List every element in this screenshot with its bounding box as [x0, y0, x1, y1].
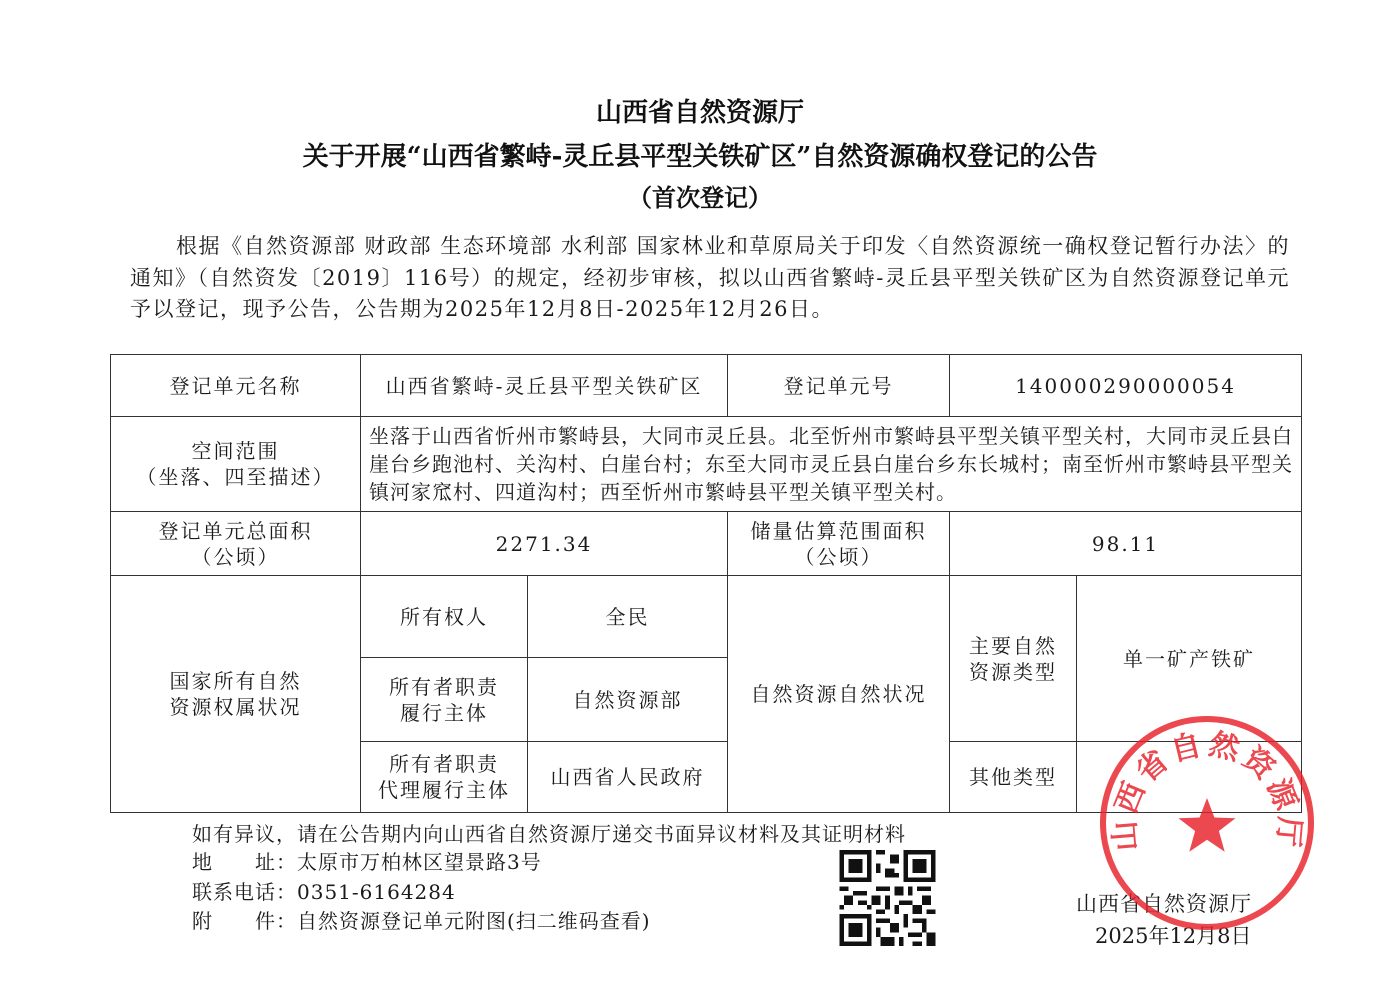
owner-label: 所有权人	[361, 576, 528, 658]
main-type-value: 单一矿产铁矿	[1077, 576, 1302, 742]
table-row	[111, 355, 1302, 417]
owner-value: 全民	[528, 576, 728, 658]
issuer-heading: 山西省自然资源厅	[595, 98, 804, 128]
issuer-signature: 山西省自然资源厅	[1076, 892, 1252, 916]
unit-name-label: 登记单元名称	[111, 355, 361, 417]
attachment-value: 自然资源登记单元附图(扫二维码查看)	[297, 909, 651, 933]
attachment-line	[192, 905, 651, 934]
duty-value: 自然资源部	[528, 658, 728, 742]
phone-line	[192, 876, 456, 905]
main-type-label: 主要自然 资源类型	[950, 576, 1077, 742]
notice-subtitle: （首次登记）	[628, 183, 772, 212]
total-area-label: 登记单元总面积 （公顷）	[111, 512, 361, 576]
reserve-area-value: 98.11	[950, 512, 1302, 576]
issue-date: 2025年12月8日	[1095, 924, 1252, 948]
address-line	[192, 846, 542, 875]
qr-code-icon[interactable]	[836, 850, 939, 946]
scope-value: 坐落于山西省忻州市繁峙县，大同市灵丘县。北至忻州市繁峙县平型关镇平型关村，大同市灵丘县白崖台乡跑池村、关沟村、白崖台村；东至大同市灵丘县白崖台乡东长城村；南至忻州市繁峙县平型关镇河家窊村、四道沟村；西至忻州市繁峙县平型关镇平型关村。	[361, 417, 1302, 512]
other-type-value	[1077, 742, 1302, 813]
table-row	[111, 512, 1302, 576]
seal-text: 山西省自然资源厅	[1106, 726, 1308, 853]
phone-label: 联系电话：	[192, 880, 297, 904]
other-type-label: 其他类型	[950, 742, 1077, 813]
total-area-value: 2271.34	[361, 512, 728, 576]
table-row	[111, 417, 1302, 512]
duty-label: 所有者职责 履行主体	[361, 658, 528, 742]
intro-paragraph	[130, 231, 1290, 326]
scope-label: 空间范围 （坐落、四至描述）	[111, 417, 361, 512]
notice-title: 关于开展“山西省繁峙-灵丘县平型关铁矿区”自然资源确权登记的公告	[302, 142, 1098, 172]
nature-label: 自然资源自然状况	[728, 576, 950, 813]
table-row	[111, 576, 1302, 658]
attachment-label: 附 件：	[192, 909, 297, 933]
address-label: 地 址：	[192, 850, 297, 874]
address-value: 太原市万柏林区望景路3号	[297, 850, 542, 874]
intro-text: 根据《自然资源部 财政部 生态环境部 水利部 国家林业和草原局关于印发〈自然资源统一确权登记暂行办法〉的通知》（自然资发〔2019〕116号）的规定，经初步审核，拟以山西省繁峙-灵丘县平型关铁矿区为自然资源登记单元予以登记，现予公告，公告期为2025年12月8日-2025年12月26日。	[130, 234, 1290, 321]
ownership-label: 国家所有自然 资源权属状况	[111, 576, 361, 813]
unit-no-label: 登记单元号	[728, 355, 950, 417]
objection-note: 如有异议，请在公告期内向山西省自然资源厅递交书面异议材料及其证明材料	[192, 822, 906, 846]
reserve-area-label: 储量估算范围面积 （公顷）	[728, 512, 950, 576]
unit-name-value: 山西省繁峙-灵丘县平型关铁矿区	[361, 355, 728, 417]
agent-label: 所有者职责 代理履行主体	[361, 742, 528, 813]
agent-value: 山西省人民政府	[528, 742, 728, 813]
phone-value: 0351-6164284	[297, 880, 456, 904]
registration-table	[110, 354, 1302, 813]
unit-no-value: 140000290000054	[950, 355, 1302, 417]
